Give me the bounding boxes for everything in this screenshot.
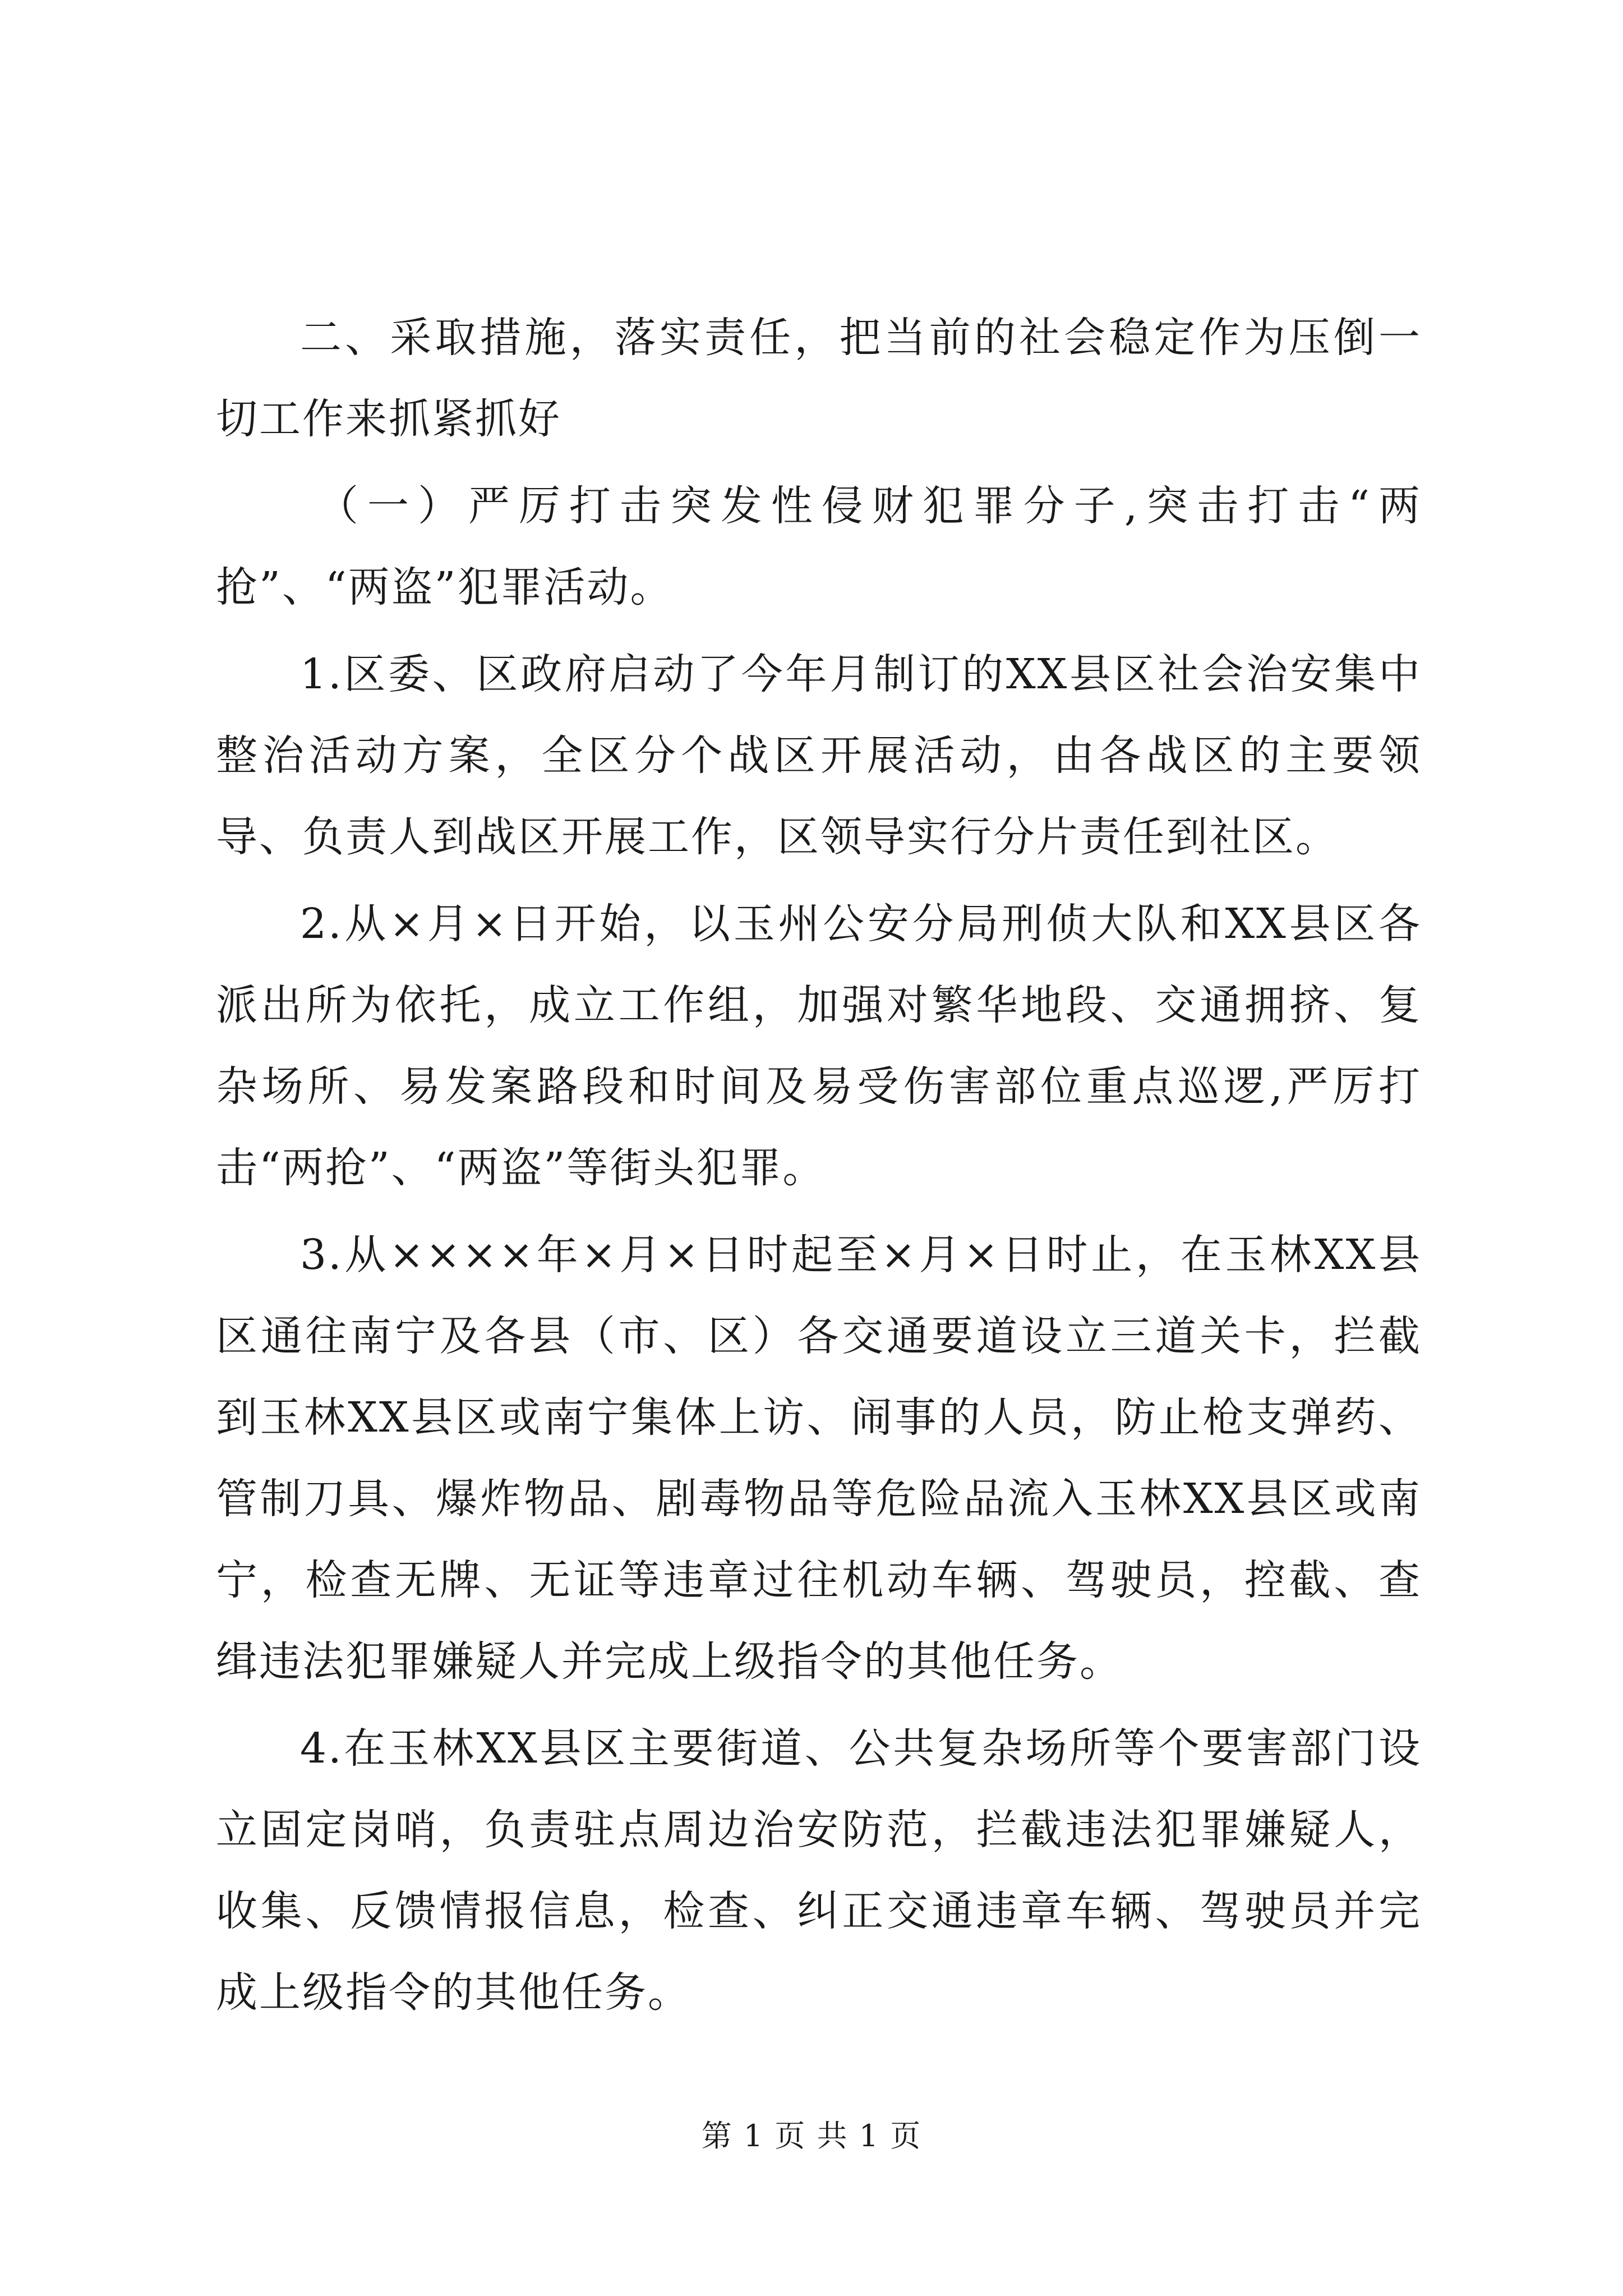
subsection-heading: （一）严厉打击突发性侵财犯罪分子,突击打击“两抢”、“两盗”犯罪活动。	[216, 482, 1422, 611]
paragraph-2: 2.从×月×日开始，以玉州公安分局刑侦大队和XX县区各派出所为依托，成立工作组，加强对繁华地段、交通拥挤、复杂场所、易发案路段和时间及易受伤害部位重点巡逻,严厉打击“两抢”、“两盗”等街头犯罪。	[216, 900, 1422, 1192]
document-body	[216, 297, 1422, 2039]
paragraph-3: 3.从××××年×月×日时起至×月×日时止，在玉林XX县区通往南宁及各县（市、区）各交通要道设立三道关卡，拦截到玉林XX县区或南宁集体上访、闹事的人员，防止枪支弹药、管制刀具、爆炸物品、剧毒物品等危险品流入玉林XX县区或南宁，检查无牌、无证等违章过往机动车辆、驾驶员，控截、查缉违法犯罪嫌疑人并完成上级指令的其他任务。	[216, 1231, 1422, 1686]
section-heading: 二、采取措施，落实责任，把当前的社会稳定作为压倒一切工作来抓紧抓好	[216, 314, 1422, 443]
paragraph-4: 4.在玉林XX县区主要街道、公共复杂场所等个要害部门设立固定岗哨，负责驻点周边治安防范，拦截违法犯罪嫌疑人，收集、反馈情报信息，检查、纠正交通违章车辆、驾驶员并完成上级指令的其他任务。	[216, 1724, 1422, 2017]
page-number-footer: 第 1 页 共 1 页	[701, 2118, 922, 2154]
paragraph-1: 1.区委、区政府启动了今年月制订的XX县区社会治安集中整治活动方案，全区分个战区开展活动，由各战区的主要领导、负责人到战区开展工作，区领导实行分片责任到社区。	[216, 650, 1422, 861]
